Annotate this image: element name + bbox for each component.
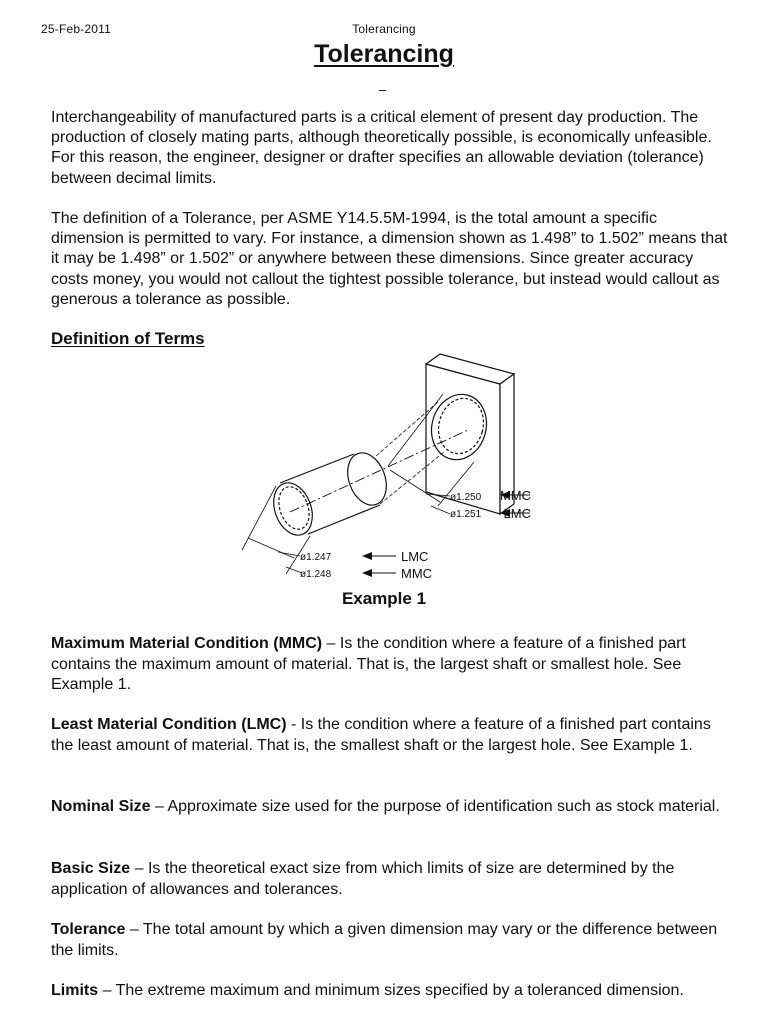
hole-dim-2: ø1.251 xyxy=(450,509,482,520)
shaft-extension-line-1 xyxy=(242,486,276,550)
definition-lmc xyxy=(51,715,731,756)
definition-text: – Is the condition where a feature of a finished part contains the maximum amount of material. That is, the largest shaft or smallest hole. See Example 1. xyxy=(51,635,686,693)
definition-term: Limits xyxy=(51,982,99,999)
tolerance-figure xyxy=(238,346,538,586)
shaft-dimension-line xyxy=(248,538,294,558)
definition-term: Maximum Material Condition (MMC) xyxy=(51,635,323,652)
definition-text: – The extreme maximum and minimum sizes specified by a toleranced dimension. xyxy=(98,982,684,999)
hole-leader-2 xyxy=(431,506,450,514)
definition-text: – The total amount by which a given dimension may vary or the difference between the limits. xyxy=(51,921,718,959)
definition-text: – Approximate size used for the purpose of identification such as stock material. xyxy=(150,798,720,815)
definition-nominal-size xyxy=(51,797,731,818)
header-title: Tolerancing xyxy=(352,22,416,36)
section-heading: Definition of Terms xyxy=(51,329,205,348)
definition-term: Tolerance xyxy=(51,921,126,938)
header-date: 25-Feb-2011 xyxy=(41,22,112,36)
definition-term: Least Material Condition (LMC) xyxy=(51,716,287,733)
definition-term: Nominal Size xyxy=(51,798,151,815)
definition-text: - Is the condition where a feature of a finished part contains the least amount of material. That is, the smallest shaft or the largest hole. See Example 1. xyxy=(51,716,711,754)
hole-dim-2-label: LMC xyxy=(503,506,531,521)
shaft-and-hole-drawing xyxy=(238,346,538,586)
definition-basic-size xyxy=(51,859,731,900)
shaft-dim-2: ø1.248 xyxy=(300,569,332,580)
hole-dim-1: ø1.250 xyxy=(450,492,482,503)
definition-term: Basic Size xyxy=(51,860,131,877)
shaft-dim-1: ø1.247 xyxy=(300,552,332,563)
definition-mmc xyxy=(51,634,731,696)
intro-paragraph-1: Interchangeability of manufactured parts is a critical element of present day production. The production of closely mating parts, although theoretically possible, is economically unfeasible. For this reason, the engineer, designer or drafter specifies an allowable deviation (tolerance) between decimal limits. xyxy=(51,109,712,187)
page-title: Tolerancing xyxy=(314,40,454,68)
definition-text: – Is the theoretical exact size from which limits of size are determined by the application of allowances and tolerances. xyxy=(51,860,675,898)
figure-caption: Example 1 xyxy=(341,589,427,608)
stray-mark xyxy=(379,90,386,91)
definition-tolerance xyxy=(51,920,731,961)
intro-paragraph-2: The definition of a Tolerance, per ASME Y14.5.5M-1994, is the total amount a specific dimension is permitted to vary. For instance, a dimension shown as 1.498” to 1.502” means that it may be 1.498” or 1.502” or anywhere between these dimensions. Since greater accuracy costs money, you would not callout the tightest possible tolerance, but instead would callout as generous a tolerance as possible. xyxy=(51,210,728,308)
arrow-head-shaft-lmc xyxy=(362,552,372,560)
shaft-dim-2-label: MMC xyxy=(401,566,433,581)
hole-dim-1-label: MMC xyxy=(499,488,531,503)
arrow-head-shaft-mmc xyxy=(362,569,372,577)
definition-limits xyxy=(51,981,731,1002)
shaft-dim-1-label: LMC xyxy=(401,549,429,564)
